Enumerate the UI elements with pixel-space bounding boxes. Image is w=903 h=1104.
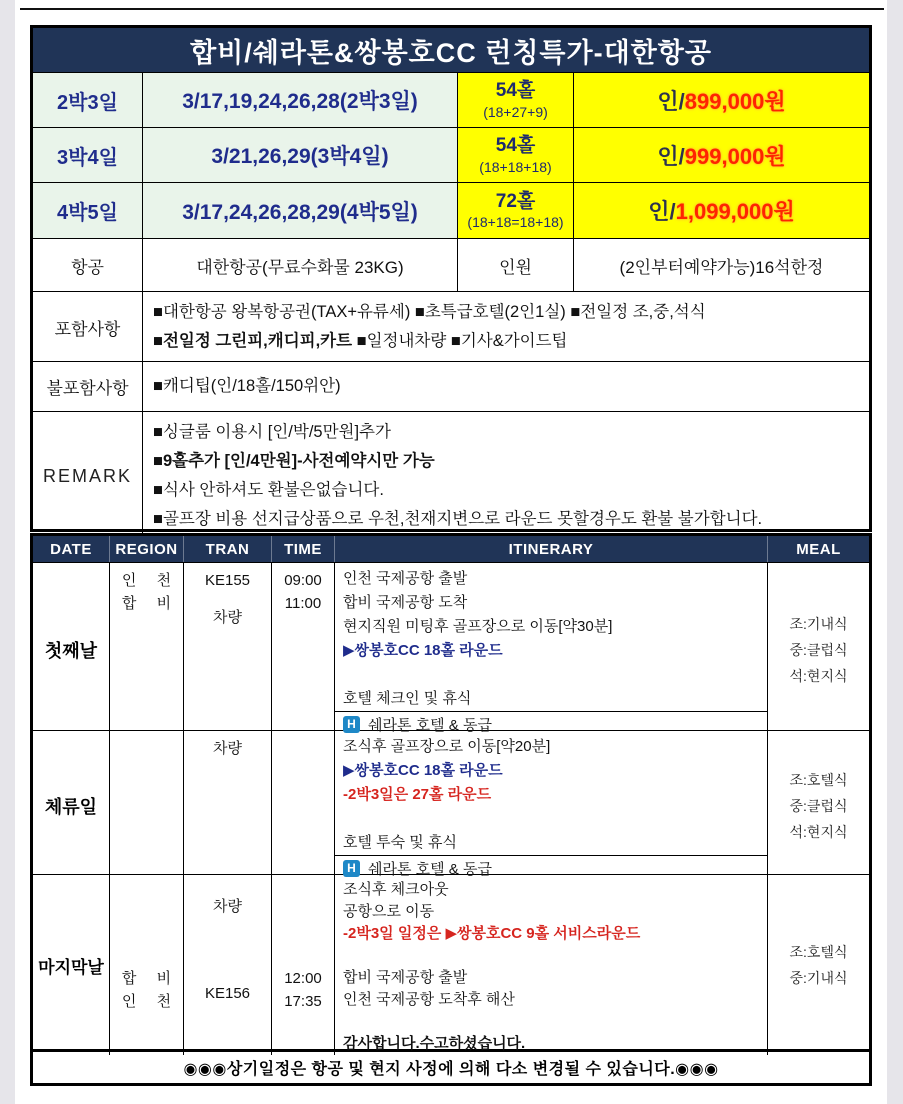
departure-time: 12:00 xyxy=(284,970,322,987)
meal-dinner: 석:현지식 xyxy=(789,823,848,840)
itinerary-header-row xyxy=(33,536,869,563)
package-summary-table xyxy=(30,25,872,532)
price-prefix: 인/ xyxy=(657,88,685,114)
itinerary-line: 합비 국제공항 도착 xyxy=(343,594,468,611)
itinerary-line-round: ▶쌍봉호CC 18홀 라운드 xyxy=(343,642,503,659)
flight-number: KE155 xyxy=(204,572,251,589)
day-label: 체류일 xyxy=(44,796,98,817)
page-title: 합비/쉐라톤&쌍봉호CC 런칭특가-대한항공 xyxy=(190,37,712,68)
included-line-1: ■대한항공 왕복항공권(TAX+유류세) ■초특급호텔(2인1실) ■전일정 조,중,석식 xyxy=(153,303,706,321)
meal-lunch: 중:클럽식 xyxy=(789,797,848,814)
itinerary-line: 조식후 체크아웃 xyxy=(343,881,449,898)
itinerary-line: 합비 국제공항 출발 xyxy=(343,969,468,986)
remark-line: ■골프장 비용 선지급상품으로 우천,천재지변으로 라운드 못할경우도 환불 불가합니다. xyxy=(153,510,763,528)
hotel-icon: H xyxy=(343,716,360,733)
meal-breakfast: 조:호텔식 xyxy=(789,771,848,788)
package-price: 1,099,000원 xyxy=(675,199,795,224)
itinerary-line: 조식후 골프장으로 이동[약20분] xyxy=(343,738,551,755)
day-row-2 xyxy=(33,731,869,878)
itinerary-line-alert: -2박3일 일정은 ▶쌍봉호CC 9홀 서비스라운드 xyxy=(343,925,641,942)
package-label: 2박3일 xyxy=(57,91,118,114)
package-holes-detail: (18+18=18+18) xyxy=(467,214,564,231)
day-label: 마지막날 xyxy=(38,957,104,977)
top-divider-line xyxy=(20,8,884,10)
package-holes-detail: (18+18+18) xyxy=(479,158,552,175)
package-dates: 3/21,26,29(3박4일) xyxy=(211,145,389,168)
included-label: 포함사항 xyxy=(54,319,121,339)
package-holes: 72홀 xyxy=(495,190,536,212)
remark-line: ■싱글룸 이용시 [인/박/5만원]추가 xyxy=(153,423,391,441)
itinerary-line-thanks: 감사합니다.수고하셨습니다. xyxy=(343,1035,526,1052)
footer-note: ◉◉◉상기일정은 항공 및 현지 사정에 의해 다소 변경될 수 있습니다.◉◉◉ xyxy=(183,1061,719,1078)
package-row-3n4d xyxy=(33,128,869,183)
region-depart: 합 비 xyxy=(121,970,172,987)
meal-lunch: 중:클럽식 xyxy=(789,641,848,658)
hotel-name: 쉐라톤 호텔 & 동급 xyxy=(368,716,492,734)
package-dates: 3/17,24,26,28,29(4박5일) xyxy=(182,200,418,224)
day-row-1 xyxy=(33,563,869,734)
day-row-3 xyxy=(33,875,869,1050)
region-arrive: 인 천 xyxy=(121,993,172,1010)
header-meal: MEAL xyxy=(796,540,841,558)
flight-number: KE156 xyxy=(204,985,251,1002)
package-dates: 3/17,19,24,26,28(2박3일) xyxy=(182,90,418,113)
package-row-2n3d xyxy=(33,73,869,128)
day-label: 첫째날 xyxy=(44,640,98,661)
hotel-name: 쉐라톤 호텔 & 동급 xyxy=(368,860,492,878)
remark-line: ■식사 안하셔도 환불은없습니다. xyxy=(153,481,384,499)
transport-vehicle: 차량 xyxy=(213,740,242,757)
itinerary-line: 호텔 체크인 및 휴식 xyxy=(343,690,472,707)
package-row-4n5d xyxy=(33,183,869,239)
price-prefix: 인/ xyxy=(648,199,676,224)
excluded-line: ■캐디팁(인/18홀/150위안) xyxy=(153,377,341,395)
meal-breakfast: 조:기내식 xyxy=(789,615,848,632)
header-tran: TRAN xyxy=(184,536,272,562)
package-holes: 54홀 xyxy=(495,80,536,102)
included-row xyxy=(33,292,869,362)
arrival-time: 17:35 xyxy=(284,993,322,1010)
pax-value: (2인부터예약가능)16석한정 xyxy=(619,257,824,277)
header-region: REGION xyxy=(110,536,184,562)
price-prefix: 인/ xyxy=(657,143,685,169)
package-price: 999,000원 xyxy=(684,143,786,169)
included-line-2: ■전일정 그린피,캐디피,카트 ■일정내차량 ■기사&가이드팁 xyxy=(153,332,568,350)
itinerary-line-alert: -2박3일은 27홀 라운드 xyxy=(343,786,492,803)
region-depart: 인 천 xyxy=(121,572,172,589)
region-arrive: 합 비 xyxy=(121,595,172,612)
itinerary-line: 인천 국제공항 출발 xyxy=(343,570,468,587)
excluded-label: 불포함사항 xyxy=(46,379,129,398)
airline-row xyxy=(33,239,869,292)
transport-vehicle: 차량 xyxy=(213,609,242,626)
package-holes: 54홀 xyxy=(495,135,536,157)
excluded-row xyxy=(33,362,869,412)
page-title-bar xyxy=(33,28,869,73)
pax-label: 인원 xyxy=(499,257,532,277)
package-price: 899,000원 xyxy=(684,88,786,114)
departure-time: 09:00 xyxy=(284,572,322,589)
left-margin-strip xyxy=(0,0,15,1104)
hotel-icon: H xyxy=(343,860,360,877)
meal-dinner: 석:현지식 xyxy=(789,667,848,684)
airline-label: 항공 xyxy=(71,257,104,277)
arrival-time: 11:00 xyxy=(284,595,322,612)
package-label: 3박4일 xyxy=(57,146,118,169)
itinerary-line: 현지직원 미팅후 골프장으로 이동[약30분] xyxy=(343,618,613,635)
package-label: 4박5일 xyxy=(57,202,118,224)
remark-line: ■9홀추가 [인/4만원]-사전예약시만 가능 xyxy=(153,452,435,470)
header-itinerary: ITINERARY xyxy=(335,536,768,562)
right-margin-strip xyxy=(887,0,903,1104)
remark-row xyxy=(33,412,869,529)
transport-vehicle: 차량 xyxy=(213,898,242,915)
meal-lunch: 중:기내식 xyxy=(789,970,848,986)
airline-value: 대한항공(무료수화물 23KG) xyxy=(196,257,404,277)
header-date: DATE xyxy=(33,536,110,562)
itinerary-line: 인천 국제공항 도착후 해산 xyxy=(343,991,515,1008)
itinerary-table xyxy=(30,533,872,1086)
remark-label: REMARK xyxy=(42,465,132,486)
meal-breakfast: 조:호텔식 xyxy=(789,944,848,960)
itinerary-line-round: ▶쌍봉호CC 18홀 라운드 xyxy=(343,762,503,779)
itinerary-line: 공항으로 이동 xyxy=(343,903,435,920)
package-holes-detail: (18+27+9) xyxy=(483,103,548,120)
itinerary-line: 호텔 투숙 및 휴식 xyxy=(343,834,457,851)
header-time: TIME xyxy=(272,536,335,562)
